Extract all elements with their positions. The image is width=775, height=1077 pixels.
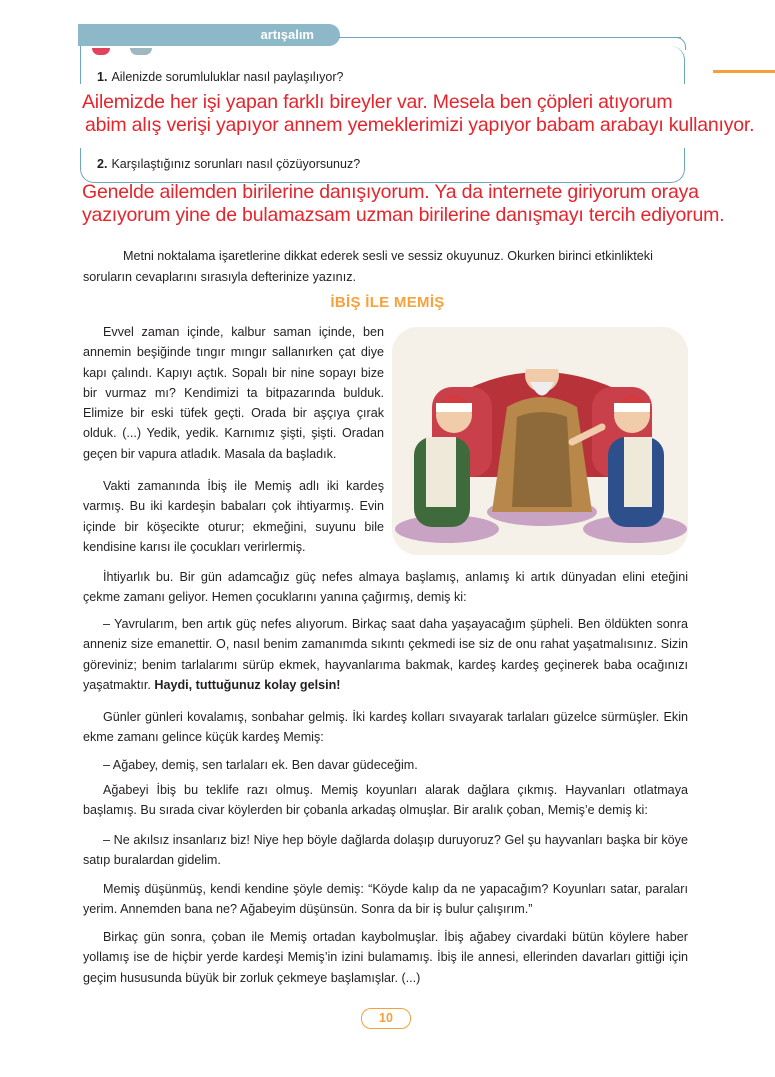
- question-box-corner: [676, 37, 686, 50]
- answer-1-line-2: abim alış verişi yapıyor annem yemeklerimizi yapıyor babam arabayı kullanıyor.: [85, 114, 755, 136]
- question-1: [97, 70, 344, 84]
- answer-2-line-2: yazıyorum yine de bulamazsam uzman birilerine danışmayı tercih ediyorum.: [82, 204, 725, 226]
- answer-2-line-1: Genelde ailemden birilerine danışıyorum. Ya da internete giriyorum oraya: [82, 181, 699, 203]
- section-header-title: artışalım: [260, 27, 314, 42]
- story-paragraph-1: Evvel zaman içinde, kalbur saman içinde, ben annemin beşiğinde tıngır mıngır sallanırken çat diye kapı çalındı. Kapıyı açtık. Sopalı bir nine sopayı bize bir vurmaz mı? Kendimizi ta bitpazarında bulduk. Elimize bir eski tüfek geçti. Orada bir aşçıya çırak olduk. (...) Yedik, yedik. Karnımız şişti, şişti. Oradan geçen bir vapura atladık. Masala da başladık.: [83, 325, 384, 461]
- handwritten-answer-2: [82, 181, 772, 227]
- story-paragraph-2: Vakti zamanında İbiş ile Memiş adlı iki kardeş varmış. Bu iki kardeşin babaları çok ihtiyarmış. Evin içinde bir köşecikte oturur; ekmeğini, suyunu bile kendisine karısı ile çocukları verirlermiş.: [83, 479, 384, 554]
- story-paragraph-6: – Ağabey, demiş, sen tarlaları ek. Ben davar güdeceğim.: [103, 758, 418, 772]
- story-title: İBİŞ İLE MEMİŞ: [330, 294, 445, 311]
- story-paragraph-9: Memiş düşünmüş, kendi kendine şöyle demiş: “Köyde kalıp da ne yapacağım? Koyunları satar, paraları yerim. Annemden bana ne? Ağabeyim düşünsün. Sonra da bir iş bulur çalışırım.”: [83, 882, 688, 917]
- section-header-tab: [78, 24, 340, 46]
- header-rule: [338, 37, 681, 38]
- illustration-father-and-sons: [392, 327, 688, 555]
- page-number: 10: [361, 1008, 411, 1029]
- blessing-bold-text: Haydi, tuttuğunuz kolay gelsin!: [154, 677, 341, 692]
- question-2: [97, 157, 360, 171]
- story-paragraph-8: – Ne akılsız insanlarız biz! Niye hep böyle dağlarda dolaşıp duruyoruz? Gel şu hayvanları başka bir köye satıp buralardan gidelim.: [83, 833, 688, 868]
- question-2-number: 2.: [97, 157, 108, 171]
- decorative-shape-gray: [130, 48, 152, 55]
- story-paragraph-3: İhtiyarlık bu. Bir gün adamcağız güç nefes almaya başlamış, anlamış ki artık dünyadan elini eteğini çekme zamanı geliyor. Hemen çocuklarını yanına çağırmış, demiş ki:: [83, 570, 688, 605]
- reading-instruction: [83, 246, 690, 288]
- story-paragraph-7: Ağabeyi İbiş bu teklife razı olmuş. Memiş koyunları alarak dağlara çıkmış. Hayvanları otlatmaya başlamış. Bu sırada civar köylerden bir çobanla arkadaş olmuşlar. Bir aralık çoban, Memiş’e demiş ki:: [83, 783, 688, 818]
- question-1-text: Ailenizde sorumluluklar nasıl paylaşılıyor?: [111, 70, 344, 84]
- instruction-text: Metni noktalama işaretlerine dikkat ederek sesli ve sessiz okuyunuz. Okurken birinci etkinlikteki soruların cevaplarını sırasıyla defterinize yazınız.: [83, 249, 653, 284]
- story-paragraph-5: Günler günleri kovalamış, sonbahar gelmiş. İki kardeş kolları sıvayarak tarlaları güzelce sürmüşler. Ekin ekme zamanı gelince küçük kardeş Memiş:: [83, 710, 688, 745]
- story-paragraph-4: – Yavrularım, ben artık güç nefes alıyorum. Birkaç saat daha yaşayacağım şüpheli. Ben öldükten sonra anneniz size emanettir. O, nasıl benim zamanımda sıkıntı çekmedi ise siz de onu rahat yaşatmalısınız. Sizin göreviniz; benim tarlalarımı sürüp ekmek, hayvanlarıma bakmak, kardeş kardeş geçinerek baba ocağınızı yaşatmaktır. Haydi, tuttuğunuz kolay gelsin!: [83, 617, 688, 692]
- answer-1-line-1: Ailemizde her işi yapan farklı bireyler var. Mesela ben çöpleri atıyorum: [82, 91, 673, 113]
- question-1-number: 1.: [97, 70, 108, 84]
- handwritten-answer-1: [82, 91, 762, 137]
- story-illustration: [392, 327, 688, 555]
- story-paragraph-10: Birkaç gün sonra, çoban ile Memiş ortadan kaybolmuşlar. İbiş ağabey civardaki bütün köylere haber yollamış ise de hiçbir yerde kardeşi Memiş’in izini bulamamış. İbiş ile annesi, ellerinden davarları gittiği için geçim hususunda büyük bir zorluk çekmeye başlamışlar. (...): [83, 930, 688, 985]
- margin-orange-rule: [713, 70, 775, 73]
- question-2-text: Karşılaştığınız sorunları nasıl çözüyorsunuz?: [111, 157, 361, 171]
